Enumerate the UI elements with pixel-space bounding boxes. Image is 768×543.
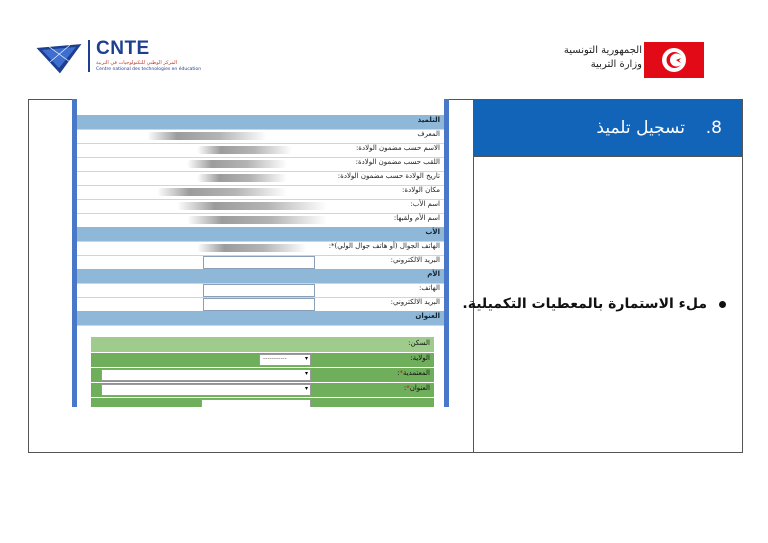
redacted-value — [197, 244, 307, 252]
address-header: السكن: — [91, 337, 434, 353]
redacted-value — [197, 174, 287, 182]
form-section-father: الأب — [77, 227, 444, 242]
form-row: مكان الولادة: — [77, 185, 444, 200]
logo-divider — [88, 40, 90, 72]
chevron-down-icon: ▾ — [304, 355, 308, 362]
cnte-subtitle-ar: المركز الوطني للتكنولوجيات في التربية — [96, 60, 178, 66]
tunisia-flag-icon — [644, 42, 704, 78]
cnte-subtitle-fr: Centre national des technologies en éducation — [96, 67, 202, 72]
form-section-student: التلميذ — [77, 115, 444, 130]
form-row: البريد الالكتروني: — [77, 255, 444, 270]
governorate-select[interactable]: ----------- ▾ — [259, 354, 311, 366]
instruction-bullet — [462, 296, 726, 312]
instruction-text: ملء الاستمارة بالمعطيات التكميلية. — [462, 296, 707, 312]
cnte-logo-text: CNTE — [96, 38, 150, 59]
form-screenshot — [72, 99, 449, 407]
form-row: الهاتف: — [77, 283, 444, 298]
redacted-value — [157, 188, 287, 196]
address-row-delegation: المعتمدية*: ▾ — [91, 367, 434, 383]
redacted-value — [177, 202, 327, 210]
chevron-down-icon: ▾ — [304, 385, 308, 392]
form-row: اسم الأم ولقبها: — [77, 213, 444, 228]
form-row: البريد الالكتروني: — [77, 297, 444, 312]
address-row-governorate: الولاية: ----------- ▾ — [91, 352, 434, 368]
form-row: الهاتف الجوال (أو هاتف جوال الولي)*: — [77, 241, 444, 256]
postal-code-field[interactable] — [201, 399, 311, 407]
cnte-emblem-icon — [34, 40, 84, 76]
gov-line-2: وزارة التربية — [590, 59, 642, 70]
section-title — [596, 118, 722, 138]
form-section-address: العنوان — [77, 311, 444, 326]
form-section-mother: الأم — [77, 269, 444, 284]
redacted-value — [187, 216, 327, 224]
section-number: 8. — [705, 118, 722, 138]
form-row: اسم الأب: — [77, 199, 444, 214]
address-row-address: العنوان*: ▾ — [91, 382, 434, 398]
government-header — [484, 42, 704, 78]
email-field[interactable] — [203, 298, 315, 311]
redacted-value — [187, 160, 287, 168]
form-row: المعرف — [77, 129, 444, 144]
bullet-icon — [719, 301, 726, 308]
redacted-value — [147, 132, 267, 140]
address-select[interactable] — [101, 384, 311, 396]
address-panel — [91, 337, 434, 407]
government-title — [564, 44, 642, 72]
redacted-value — [197, 146, 292, 154]
section-header — [474, 100, 742, 157]
gov-line-1: الجمهورية التونسية — [563, 45, 642, 56]
chevron-down-icon: ▾ — [304, 370, 308, 377]
form-row: تاريخ الولادة حسب مضمون الولادة: — [77, 171, 444, 186]
form-row: الاسم حسب مضمون الولادة: — [77, 143, 444, 158]
delegation-select[interactable] — [101, 369, 311, 381]
form-row: اللقب حسب مضمون الولادة: — [77, 157, 444, 172]
email-field[interactable] — [203, 256, 315, 269]
address-row-partial — [91, 397, 434, 407]
cnte-logo — [34, 38, 224, 78]
phone-field[interactable] — [203, 284, 315, 297]
section-title-text: تسجيل تلميذ — [596, 118, 685, 138]
